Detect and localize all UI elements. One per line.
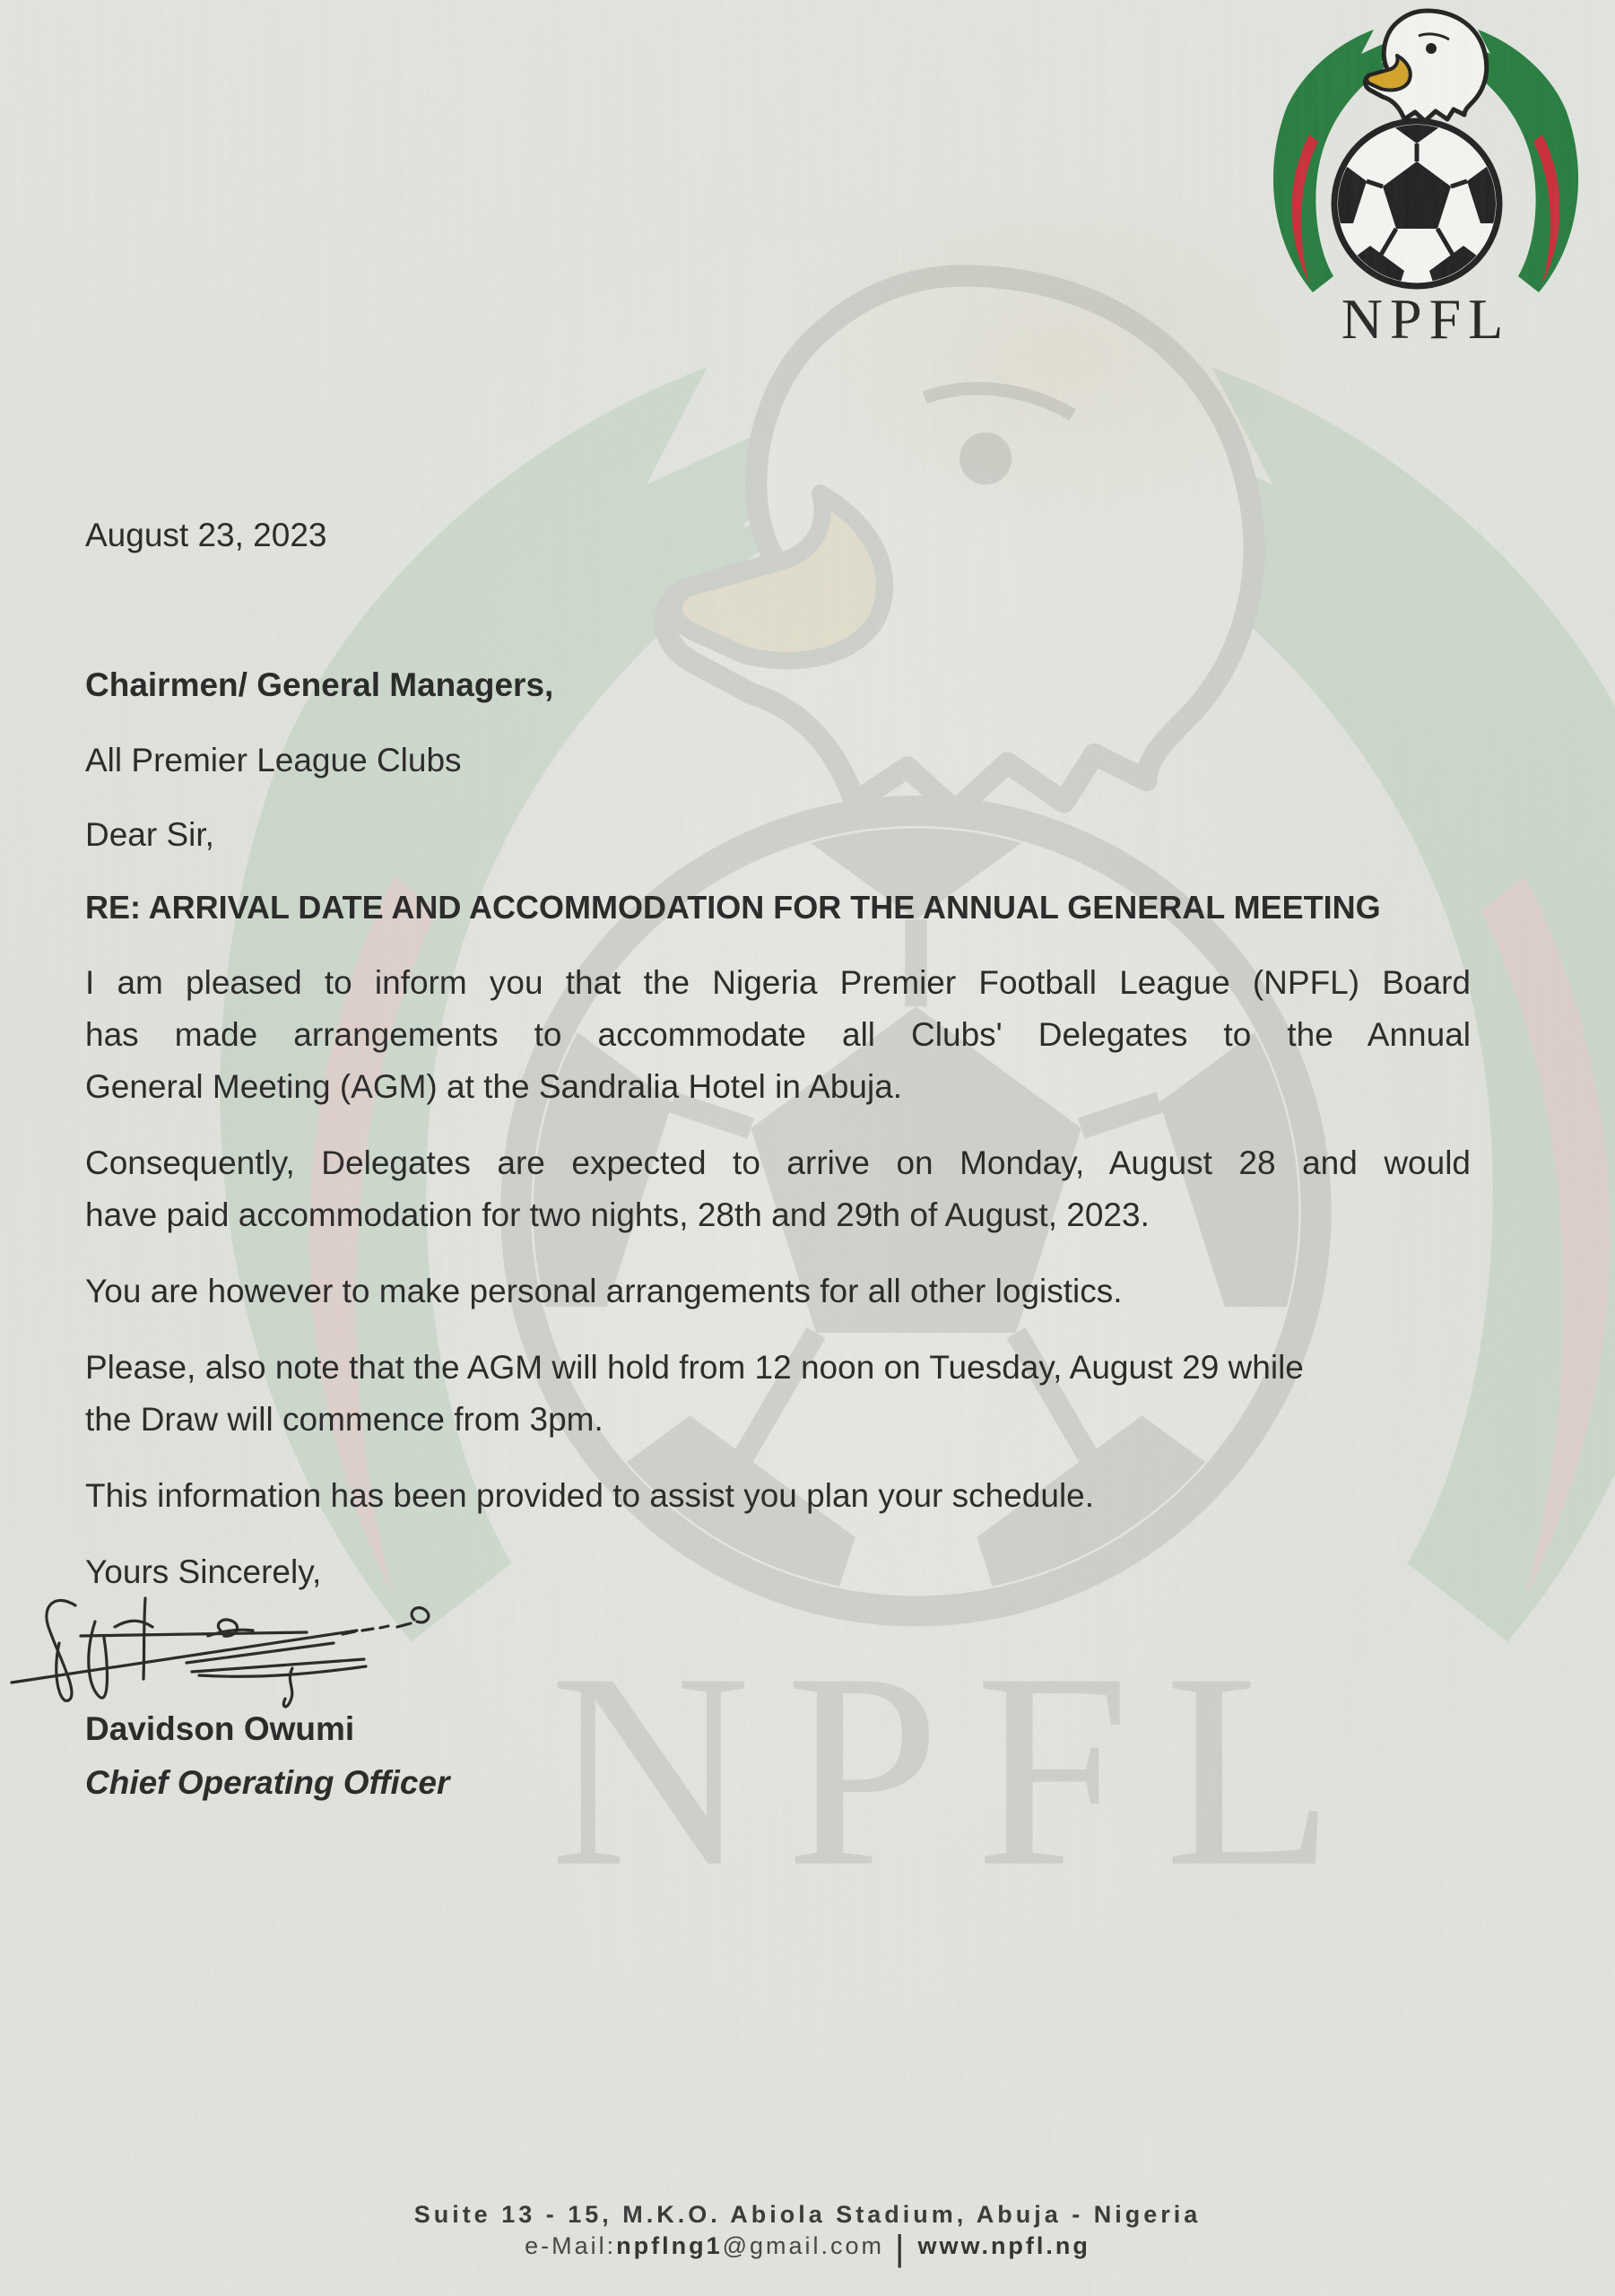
paragraph bbox=[85, 1342, 1471, 1446]
letter-body bbox=[85, 0, 1471, 1809]
recipient-line-2: All Premier League Clubs bbox=[85, 742, 462, 778]
salutation: Dear Sir, bbox=[85, 816, 214, 853]
footer-separator: | bbox=[895, 2229, 907, 2268]
paragraph-line: have paid accommodation for two nights, 28th and 29th of August, 2023. bbox=[85, 1196, 1150, 1233]
closing: Yours Sincerely, bbox=[85, 1553, 322, 1590]
footer-email-label: e-Mail: bbox=[525, 2232, 617, 2259]
paragraph-line: the Draw will commence from 3pm. bbox=[85, 1401, 603, 1438]
paragraph-line: This information has been provided to assist you plan your schedule. bbox=[85, 1477, 1095, 1514]
footer-address: Suite 13 - 15, M.K.O. Abiola Stadium, Abuja - Nigeria bbox=[413, 2201, 1202, 2228]
signatory-name: Davidson Owumi bbox=[85, 1710, 355, 1747]
recipient-line-1: Chairmen/ General Managers, bbox=[85, 666, 554, 703]
subject-line: RE: ARRIVAL DATE AND ACCOMMODATION FOR THE ANNUAL GENERAL MEETING bbox=[85, 889, 1381, 926]
paragraph-line: Please, also note that the AGM will hold from 12 noon on Tuesday, August 29 while bbox=[85, 1349, 1304, 1386]
letter-footer bbox=[0, 2199, 1615, 2268]
footer-website: www.npfl.ng bbox=[917, 2232, 1090, 2259]
paragraph bbox=[85, 957, 1471, 1113]
paragraph bbox=[85, 1470, 1471, 1522]
paragraph-line: General Meeting (AGM) at the Sandralia Hotel in Abuja. bbox=[85, 1068, 903, 1105]
footer-email-domain: @gmail.com bbox=[722, 2232, 885, 2259]
paragraph bbox=[85, 1265, 1471, 1318]
signature-scribble bbox=[9, 1591, 439, 1717]
paragraph-line: Consequently, Delegates are expected to arrive on Monday, August 28 and would bbox=[85, 1144, 1471, 1181]
footer-email-user: npflng1 bbox=[616, 2232, 723, 2259]
signatory-title: Chief Operating Officer bbox=[85, 1764, 450, 1801]
paragraph bbox=[85, 1137, 1471, 1241]
paragraph-line: has made arrangements to accommodate all Clubs' Delegates to the Annual bbox=[85, 1016, 1471, 1053]
footer-contacts bbox=[0, 2229, 1615, 2268]
letter-date: August 23, 2023 bbox=[85, 517, 327, 553]
paragraph-line: You are however to make personal arrangements for all other logistics. bbox=[85, 1273, 1123, 1309]
paragraph-line: I am pleased to inform you that the Nigeria Premier Football League (NPFL) Board bbox=[85, 964, 1471, 1001]
